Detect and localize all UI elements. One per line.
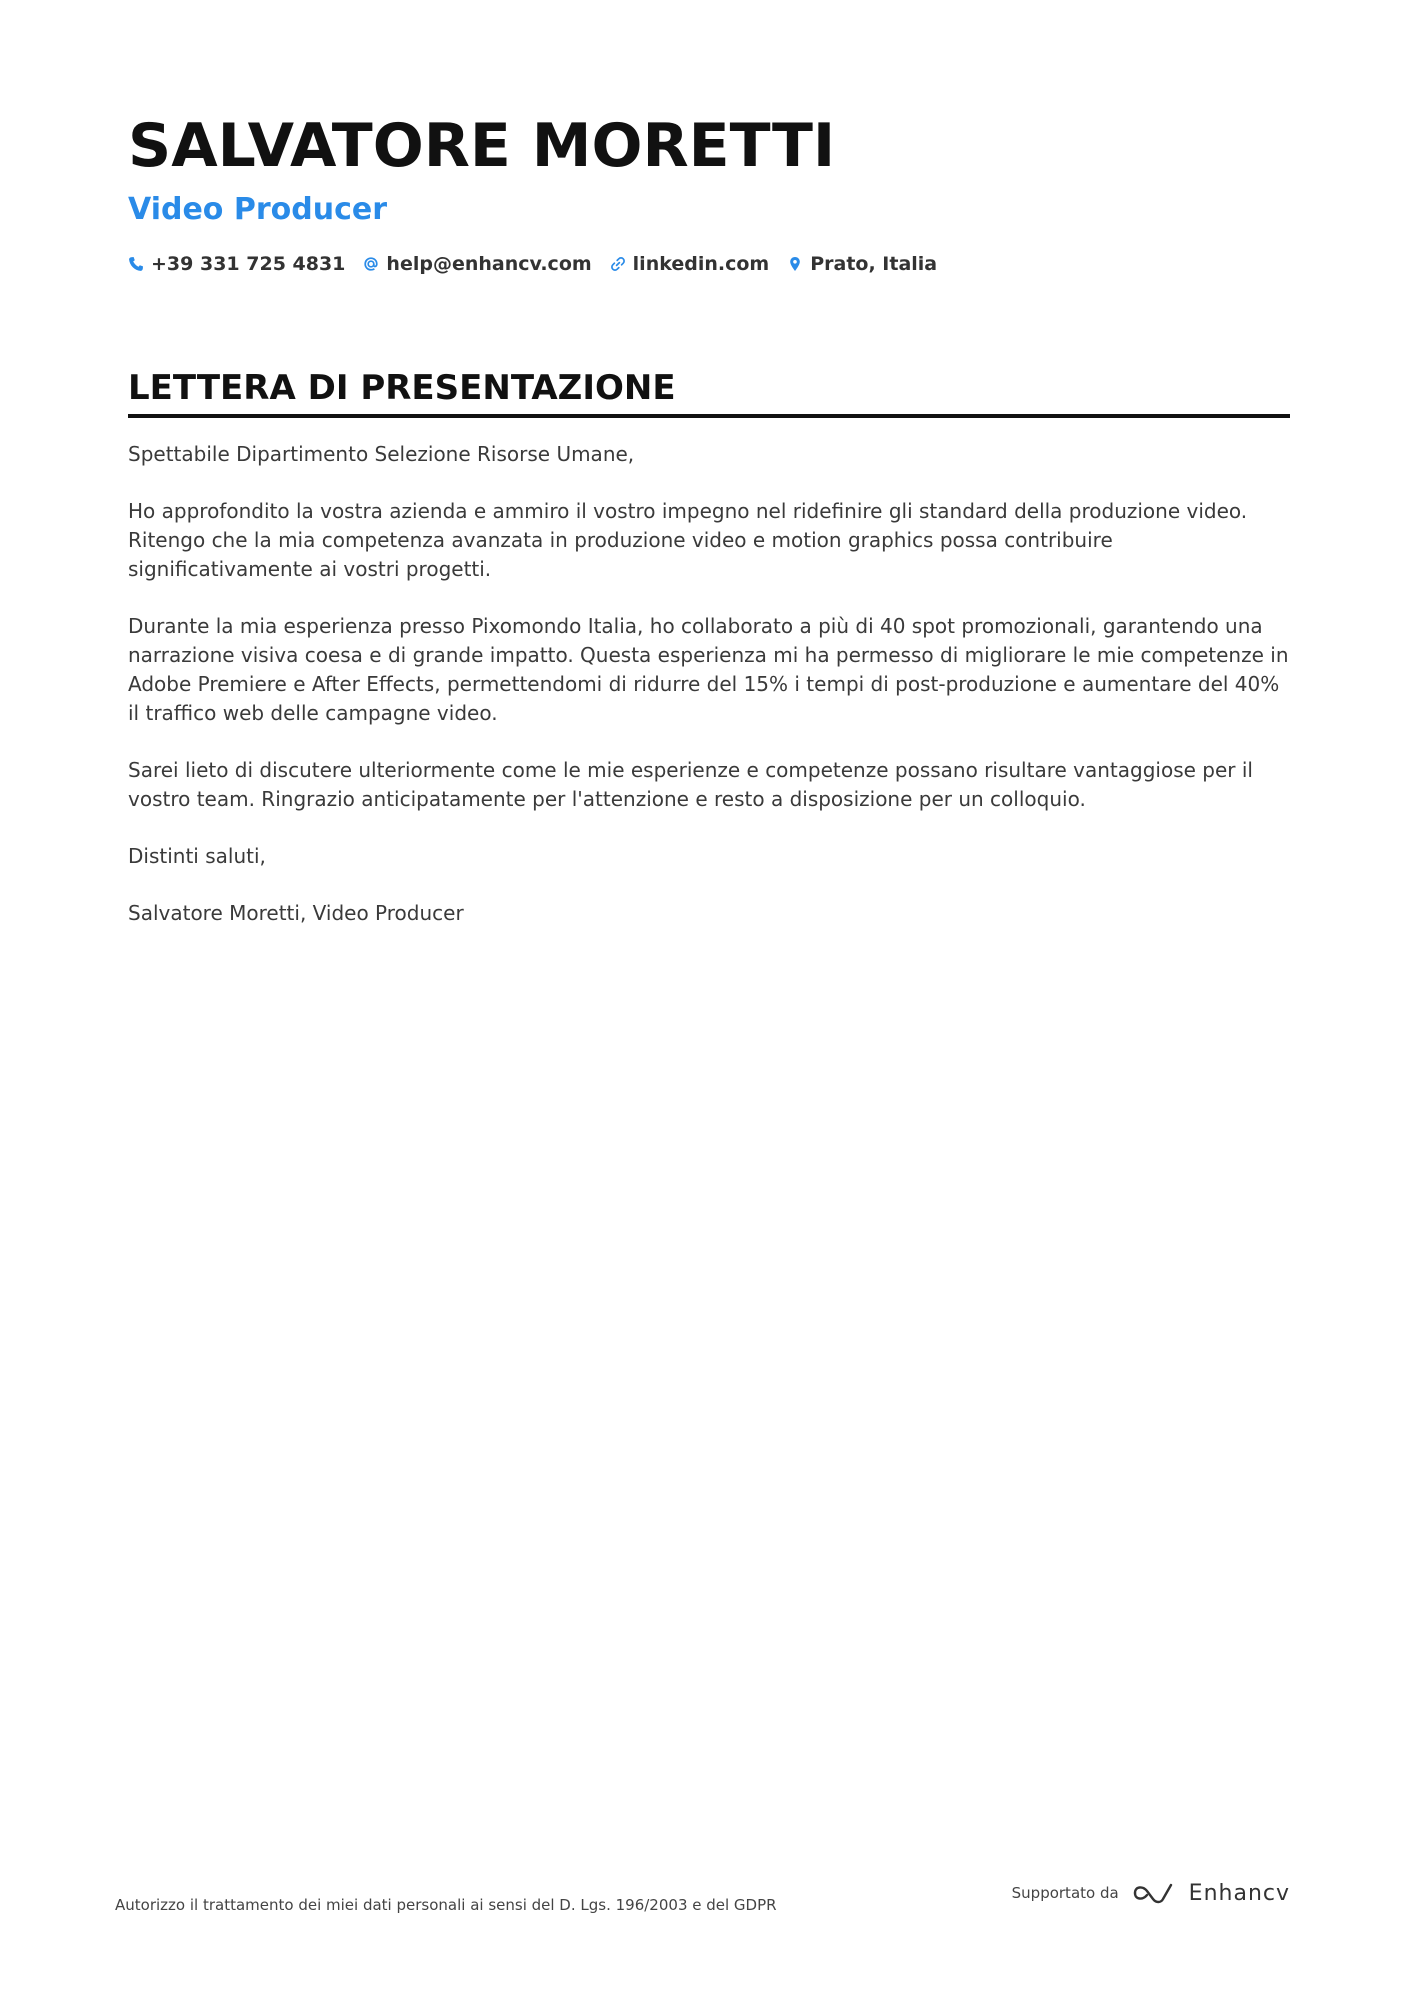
letter-paragraph: Durante la mia esperienza presso Pixomondo Italia, ho collaborato a più di 40 spot promozionali, garantendo una narrazione visiva coesa e di grande impatto. Questa esperienza mi ha permesso di migliorare le mie competenze in Adobe Premiere e After Effects, permettendomi di ridurre del 15% i tempi di post-produzione e aumentare del 40% il traffico web delle campagne video. bbox=[128, 614, 1289, 725]
candidate-role: Video Producer bbox=[128, 192, 387, 227]
contact-location bbox=[787, 253, 937, 275]
letter-paragraph: Sarei lieto di discutere ulteriormente come le mie esperienze e competenze possano risultare vantaggiose per il vostro team. Ringrazio anticipatamente per l'attenzione e resto a disposizione per un colloquio. bbox=[128, 758, 1253, 811]
contact-linkedin[interactable] bbox=[610, 253, 770, 275]
enhancv-logo-icon bbox=[1131, 1880, 1177, 1906]
contact-location-text: Prato, Italia bbox=[810, 253, 938, 275]
candidate-name: SALVATORE MORETTI bbox=[128, 111, 836, 181]
link-icon bbox=[610, 256, 626, 272]
contact-bar bbox=[128, 253, 937, 275]
privacy-note: Autorizzo il trattamento dei miei dati personali ai sensi del D. Lgs. 196/2003 e del GDPR bbox=[115, 1896, 777, 1914]
powered-by[interactable] bbox=[1012, 1880, 1290, 1906]
contact-linkedin-text[interactable]: linkedin.com bbox=[632, 253, 770, 275]
letter-body bbox=[128, 440, 1290, 956]
at-icon bbox=[363, 256, 379, 272]
section-title: LETTERA DI PRESENTAZIONE bbox=[128, 366, 1290, 418]
contact-email-text[interactable]: help@enhancv.com bbox=[386, 253, 592, 275]
contact-email[interactable] bbox=[363, 253, 591, 275]
letter-closing: Distinti saluti, bbox=[128, 844, 266, 868]
letter-paragraph: Ho approfondito la vostra azienda e ammiro il vostro impegno nel ridefinire gli standard della produzione video. Ritengo che la mia competenza avanzata in produzione video e motion graphics possa contribuire significativamente ai vostri progetti. bbox=[128, 499, 1248, 581]
contact-phone bbox=[128, 253, 345, 275]
letter-salutation: Spettabile Dipartimento Selezione Risorse Umane, bbox=[128, 442, 635, 466]
location-pin-icon bbox=[787, 256, 803, 272]
brand-name: Enhancv bbox=[1188, 1880, 1290, 1906]
contact-phone-text: +39 331 725 4831 bbox=[151, 253, 346, 275]
powered-by-label: Supportato da bbox=[1011, 1884, 1119, 1902]
letter-signature: Salvatore Moretti, Video Producer bbox=[128, 901, 464, 925]
phone-icon bbox=[128, 256, 144, 272]
